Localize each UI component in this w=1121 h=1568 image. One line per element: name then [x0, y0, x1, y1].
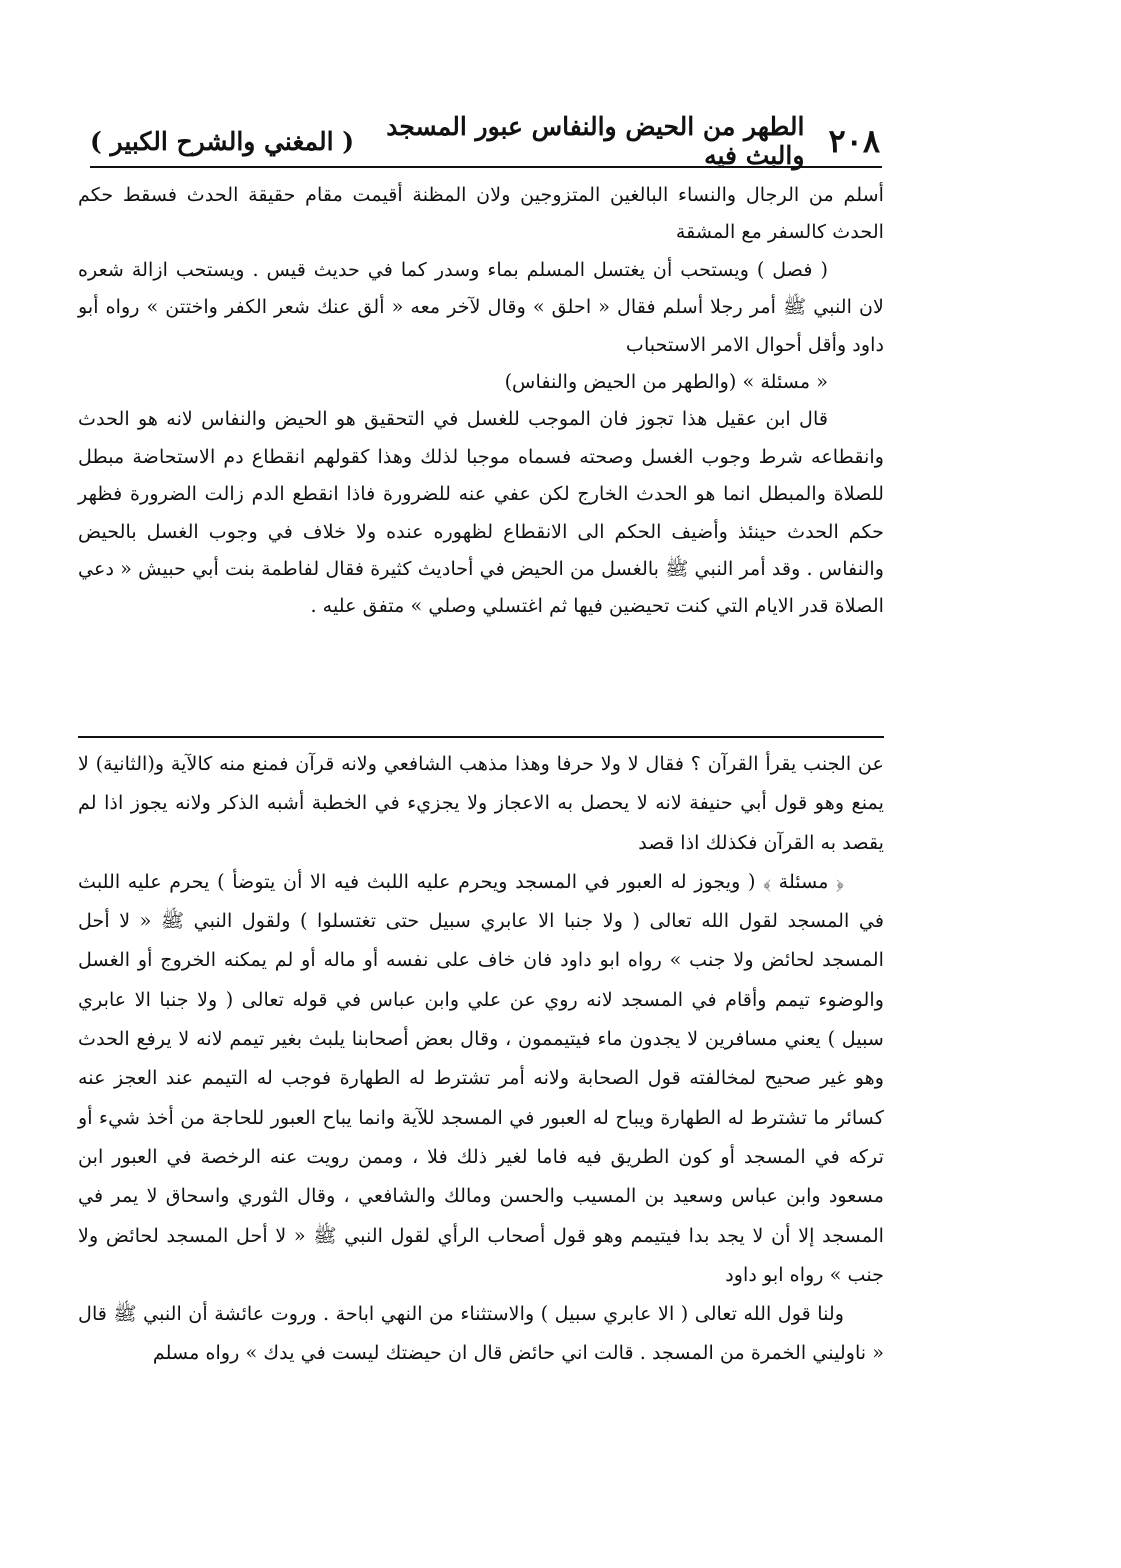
paragraph-continuation: أسلم من الرجال والنساء البالغين المتزوجين ولان المظنة أقيمت مقام حقيقة الحدث فسقط حكم الحدث كالسفر مع المشقة [78, 183, 884, 244]
running-header [90, 112, 880, 170]
paragraph-evidence: ولنا قول الله تعالى ( الا عابري سبيل ) والاستثناء من النهي اباحة . وروت عائشة أن النبي ﷺ قال « ناوليني الخمرة من المسجد . قالت اني حائض قال ان حيضتك ليست في يدك » رواه مسلم [78, 1302, 884, 1365]
section-divider [78, 736, 884, 738]
main-text-block [78, 176, 884, 625]
issue-heading: « مسئلة » (والطهر من الحيض والنفاس) [504, 370, 828, 394]
page-number: ٢٠٨ [828, 122, 880, 160]
paragraph-fasl: ( فصل ) ويستحب أن يغتسل المسلم بماء وسدر كما في حديث قيس . ويستحب ازالة شعره لان النبي ﷺ أمر رجلا أسلم فقال « احلق » وقال لآخر معه « ألق عنك شعر الكفر واختتن » رواه أبو داود وأقل أحوال الامر الاستحباب [78, 257, 884, 356]
paragraph-ibn-aqil: قال ابن عقيل هذا تجوز فان الموجب للغسل في التحقيق هو الحيض والنفاس لانه هو الحدث وانقطاعه شرط وجوب الغسل وصحته فسماه موجبا لذلك وهذا كقولهم انقطاع دم الاستحاضة مبطل للصلاة والمبطل انما هو الحدث الخارج لكن عفي عنه للضرورة فاذا انقطع الدم زالت الضرورة فظهر حكم الحدث حينئذ وأضيف الحكم الى الانقطاع لظهوره عنده ولا خلاف في وجوب الغسل بالحيض والنفاس . وقد أمر النبي ﷺ بالغسل من الحيض في أحاديث كثيرة فقال لفاطمة بنت أبي حبيش « دعي الصلاة قدر الايام التي كنت تحيضين فيها ثم اغتسلي وصلي » متفق عليه . [78, 407, 884, 618]
commentary-text-block [78, 744, 884, 1373]
header-rule [90, 166, 882, 168]
paragraph-masjid-issue: ﴿ مسئلة ﴾ ( ويجوز له العبور في المسجد ويحرم عليه اللبث فيه الا أن يتوضأ ) يحرم عليه اللبث في المسجد لقول الله تعالى ( ولا جنبا الا عابري سبيل حتى تغتسلوا ) ولقول النبي ﷺ « لا أحل المسجد لحائض ولا جنب » رواه ابو داود فان خاف على نفسه أو ماله أو لم يمكنه الخروج أو الغسل والوضوء تيمم وأقام في المسجد لانه روي عن علي وابن عباس في قوله تعالى ( ولا جنبا الا عابري سبيل ) يعني مسافرين لا يجدون ماء فيتيممون ، وقال بعض أصحابنا يلبث بغير تيمم لانه لا يرفع الحدث وهو غير صحيح لمخالفته قول الصحابة ولانه أمر تشترط له الطهارة فوجب له التيمم عند العجز عنه كسائر ما تشترط له الطهارة ويباح له العبور في المسجد للآية وانما يباح العبور للحاجة من أخذ شيء أو تركه في المسجد أو كون الطريق فيه فاما لغير ذلك فلا ، وممن رويت عنه الرخصة في العبور ابن مسعود وابن عباس وسعيد بن المسيب والحسن ومالك والشافعي ، وقال الثوري واسحاق لا يمر في المسجد إلا أن لا يجد بدا فيتيمم وهو قول أصحاب الرأي لقول النبي ﷺ « لا أحل المسجد لحائض ولا جنب » رواه ابو داود [78, 869, 884, 1286]
section-title: الطهر من الحيض والنفاس عبور المسجد والبث فيه [386, 112, 805, 170]
paragraph-junub-quran: عن الجنب يقرأ القرآن ؟ فقال لا ولا حرفا وهذا مذهب الشافعي ولانه قرآن فمنع منه كالآية و(الثانية) لا يمنع وهو قول أبي حنيفة لانه لا يحصل به الاعجاز ولا يجزيء في الخطبة أشبه الذكر ولانه يجوز اذا لم يقصد به القرآن فكذلك اذا قصد [78, 752, 884, 854]
book-title: ( المغني والشرح الكبير ) [90, 126, 355, 156]
